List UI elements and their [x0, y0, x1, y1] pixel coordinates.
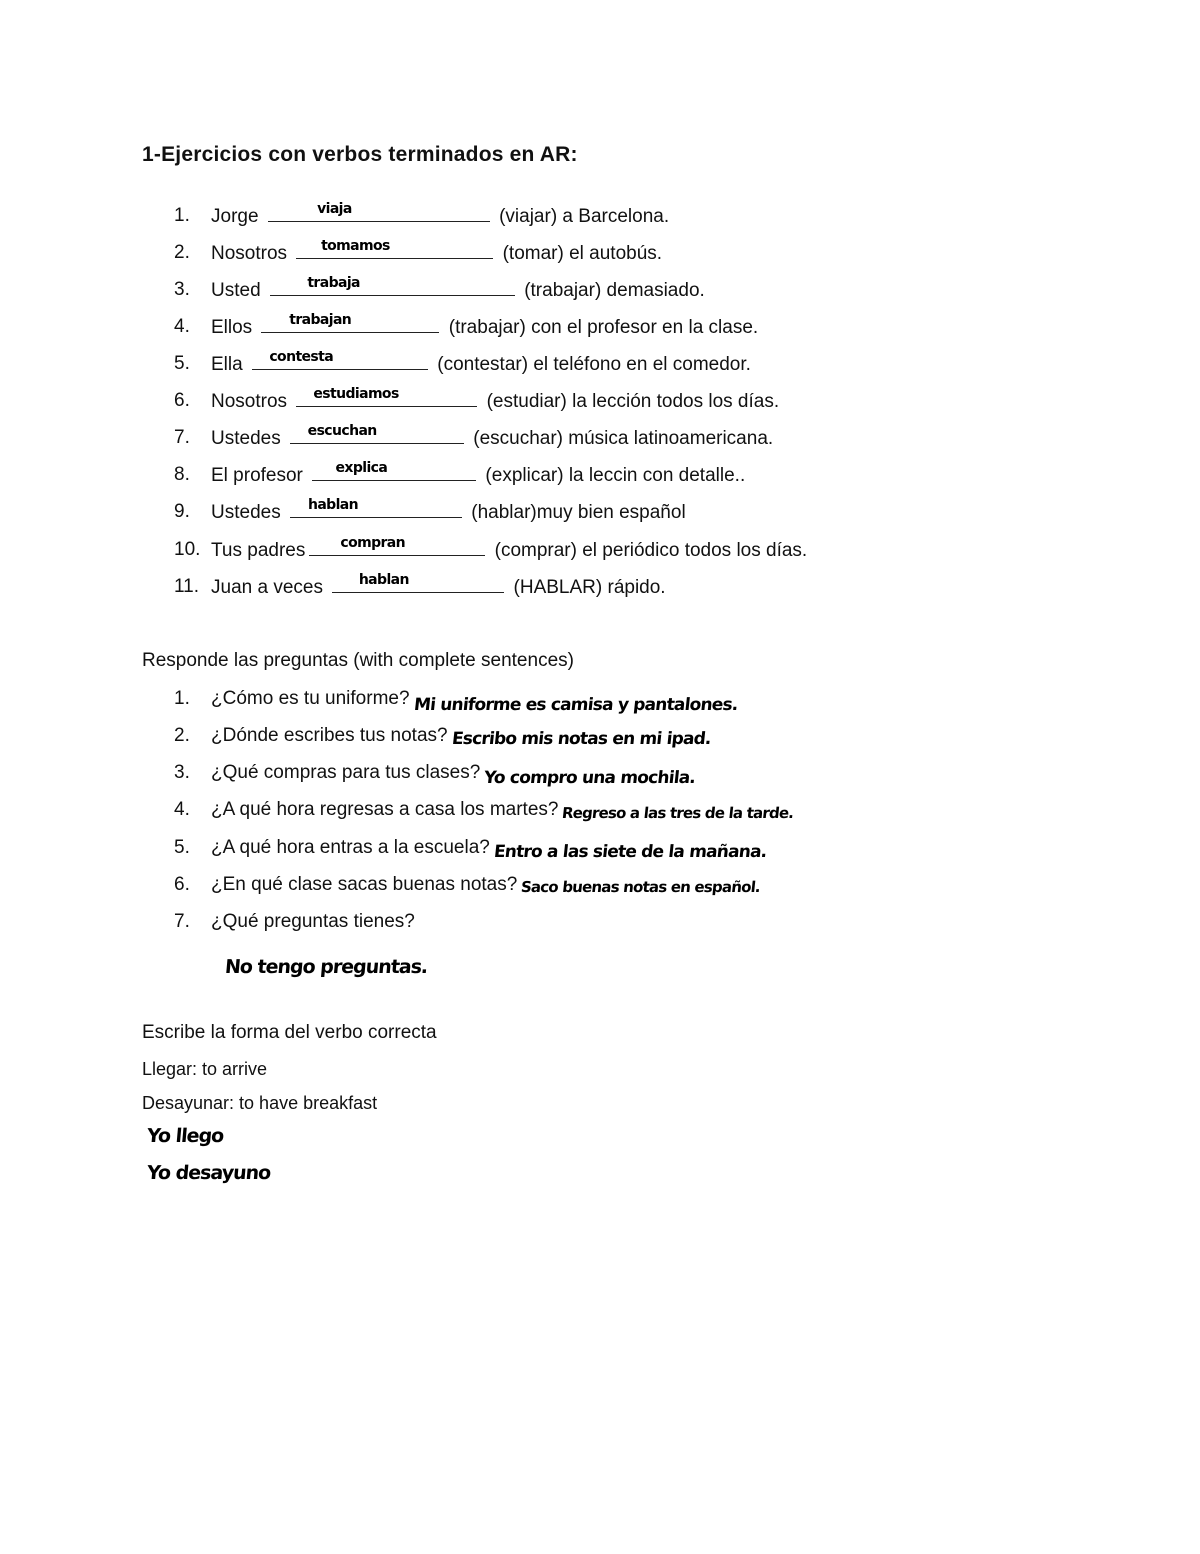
exercise-item: [211, 462, 745, 488]
question-number: 4.: [174, 799, 190, 820]
answer-blank: [332, 574, 504, 593]
handwritten-answer: Saco buenas notas en español.: [520, 878, 762, 896]
handwritten-answer: estudiamos: [313, 386, 399, 402]
question7-handwritten-answer: No tengo preguntas.: [224, 956, 429, 978]
exercise-subject: Ella: [211, 354, 248, 375]
question-text: ¿A qué hora regresas a casa los martes?: [211, 799, 559, 820]
exercise-prompt: (escuchar) música latinoamericana.: [467, 428, 774, 449]
exercise-subject: Nosotros: [211, 243, 293, 264]
exercise-item: [211, 537, 807, 563]
question-item: [211, 686, 739, 715]
exercise-number: 5.: [174, 353, 190, 374]
exercise-subject: Ustedes: [211, 428, 286, 449]
exercise-subject: El profesor: [211, 465, 309, 486]
answer-blank: [312, 462, 476, 481]
exercise-prompt: (tomar) el autobús.: [497, 243, 663, 264]
verb-definition: Desayunar: to have breakfast: [142, 1093, 378, 1113]
exercise-prompt: (hablar)muy bien español: [465, 502, 686, 523]
exercise-prompt: (trabajar) demasiado.: [518, 280, 705, 301]
worksheet-title: 1-Ejercicios con verbos terminados en AR:: [142, 143, 578, 166]
question-text: ¿Qué preguntas tienes?: [211, 911, 415, 932]
question-item: [211, 760, 695, 786]
verb-handwritten-answer: Yo llego: [146, 1125, 225, 1147]
answer-blank: [296, 240, 493, 259]
handwritten-answer: Entro a las siete de la mañana.: [492, 842, 768, 862]
handwritten-answer: hablan: [358, 572, 409, 588]
exercise-item: [211, 499, 686, 525]
exercise-number: 7.: [174, 427, 190, 448]
exercise-item: [211, 574, 666, 600]
answer-blank: [270, 277, 515, 296]
handwritten-answer: tomamos: [321, 238, 390, 254]
exercise-subject: Ustedes: [211, 502, 286, 523]
handwritten-answer: Escribo mis notas en mi ipad.: [450, 729, 712, 749]
answer-blank: [296, 388, 477, 407]
answer-blank: [290, 499, 462, 518]
exercise-number: 6.: [174, 390, 190, 411]
exercise-item: [211, 240, 662, 266]
exercise-prompt: (trabajar) con el profesor en la clase.: [443, 317, 759, 338]
exercise-number: 9.: [174, 501, 190, 522]
handwritten-answer: viaja: [317, 201, 352, 217]
question-item: [211, 872, 760, 898]
exercise-prompt: (HABLAR) rápido.: [508, 577, 666, 598]
exercise-subject: Jorge: [211, 206, 264, 227]
exercise-subject: Juan a veces: [211, 577, 329, 598]
question-item: [211, 909, 415, 935]
question-item: [211, 723, 710, 749]
verb-heading: Escribe la forma del verbo correcta: [142, 1022, 437, 1043]
question-text: ¿A qué hora entras a la escuela?: [211, 837, 490, 858]
exercise-number: 1.: [174, 205, 190, 226]
exercise-number: 11.: [174, 576, 200, 597]
exercise-item: [211, 203, 669, 229]
exercise-item: [211, 388, 779, 414]
question-number: 2.: [174, 725, 190, 746]
question-text: ¿Dónde escribes tus notas?: [211, 725, 448, 746]
answer-blank: [268, 203, 490, 222]
exercise-item: [211, 425, 773, 451]
exercise-number: 3.: [174, 279, 190, 300]
exercise-number: 4.: [174, 316, 190, 337]
question-number: 5.: [174, 837, 190, 858]
handwritten-answer: compran: [340, 535, 406, 551]
question-number: 1.: [174, 688, 190, 709]
exercise-number: 8.: [174, 464, 190, 485]
exercise-prompt: (explicar) la leccin con detalle..: [480, 465, 746, 486]
verb-handwritten-answer: Yo desayuno: [146, 1162, 272, 1184]
question-number: 3.: [174, 762, 190, 783]
exercise-item: [211, 314, 758, 340]
question-item: [211, 797, 794, 823]
handwritten-answer: explica: [335, 460, 388, 476]
question-text: ¿Qué compras para tus clases?: [211, 762, 481, 783]
handwritten-answer: hablan: [307, 497, 359, 513]
exercise-prompt: (estudiar) la lección todos los días.: [481, 391, 780, 412]
answer-blank: [261, 314, 439, 333]
handwritten-answer: Regreso a las tres de la tarde.: [561, 804, 795, 822]
handwritten-answer: Yo compro una mochila.: [483, 768, 697, 788]
exercise-prompt: (contestar) el teléfono en el comedor.: [431, 354, 751, 375]
question-number: 7.: [174, 911, 190, 932]
handwritten-answer: escuchan: [307, 423, 377, 439]
question-text: ¿En qué clase sacas buenas notas?: [211, 874, 518, 895]
handwritten-answer: trabaja: [307, 275, 360, 291]
answer-blank: [309, 537, 485, 556]
verb-definition: Llegar: to arrive: [142, 1059, 268, 1079]
exercise-prompt: (comprar) el periódico todos los días.: [489, 540, 808, 561]
exercise-item: [211, 277, 705, 303]
exercise-number: 10.: [174, 539, 201, 560]
exercise-subject: Nosotros: [211, 391, 293, 412]
answer-blank: [290, 425, 464, 444]
question-text: ¿Cómo es tu uniforme?: [211, 688, 410, 709]
handwritten-answer: contesta: [269, 349, 334, 365]
handwritten-answer: trabajan: [289, 312, 352, 328]
exercise-prompt: (viajar) a Barcelona.: [493, 206, 670, 227]
handwritten-answer: Mi uniforme es camisa y pantalones.: [412, 695, 739, 715]
question-number: 6.: [174, 874, 190, 895]
questions-heading: Responde las preguntas (with complete sentences): [142, 650, 574, 671]
exercise-number: 2.: [174, 242, 190, 263]
answer-blank: [252, 351, 428, 370]
exercise-subject: Ellos: [211, 317, 258, 338]
question-item: [211, 835, 766, 861]
exercise-subject: Tus padres: [211, 540, 306, 561]
exercise-subject: Usted: [211, 280, 266, 301]
exercise-item: [211, 351, 751, 377]
